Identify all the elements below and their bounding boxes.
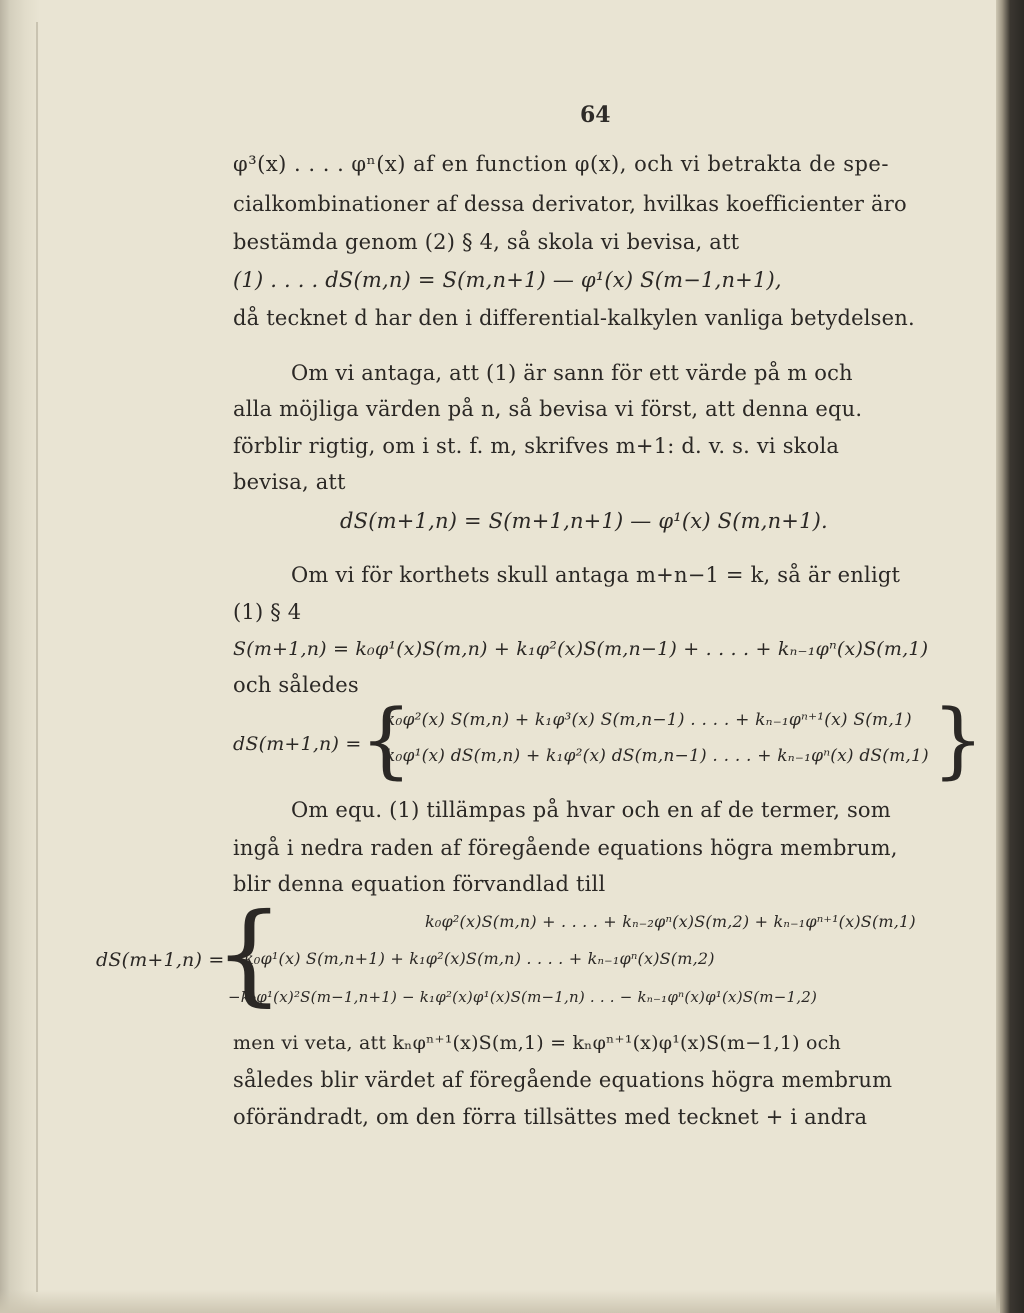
text-line: alla möjliga värden på n, så bevisa vi först, att denna equ. [233,397,863,421]
page-gutter-shadow [0,0,40,1313]
equation-line: −k₀φ¹(x)²S(m−1,n+1) − k₁φ²(x)φ¹(x)S(m−1,n) . . . − kₙ₋₁φⁿ(x)φ¹(x)S(m−1,2) [228,988,817,1006]
equation-line: k₀φ²(x)S(m,n) + . . . . + kₙ₋₂φⁿ(x)S(m,2) + kₙ₋₁φⁿ⁺¹(x)S(m,1) [425,912,916,931]
text-line: Om vi för korthets skull antaga m+n−1 = k, så är enligt [291,563,901,587]
text-line: bevisa, att [233,470,346,494]
equation-line: k₀φ¹(x) S(m,n+1) + k₁φ²(x)S(m,n) . . . . + kₙ₋₁φⁿ(x)S(m,2) [244,949,715,968]
text-line: blir denna equation förvandlad till [233,872,606,896]
text-line: cialkombinationer af dessa derivator, hvilkas koefficienter äro [233,192,907,216]
text-line: Om vi antaga, att (1) är sann för ett värde på m och [291,361,853,385]
text-line: och således [233,673,359,697]
equation-line: dS(m+1,n) = S(m+1,n+1) — φ¹(x) S(m,n+1). [340,509,828,533]
text-line: ingå i nedra raden af föregående equations högra membrum, [233,836,898,860]
page-fold-line [36,22,38,1292]
equation-line: (1) . . . . dS(m,n) = S(m,n+1) — φ¹(x) S(m−1,n+1), [233,268,782,292]
text-line: (1) § 4 [233,600,302,624]
text-line: förblir rigtig, om i st. f. m, skrifves m+1: d. v. s. vi skola [233,434,840,458]
right-brace-icon: } [932,693,985,788]
text-line: men vi veta, att kₙφⁿ⁺¹(x)S(m,1) = kₙφⁿ⁺¹(x)φ¹(x)S(m−1,1) och [233,1032,841,1054]
text-line: således blir värdet af föregående equations högra membrum [233,1068,893,1092]
equation-line: S(m+1,n) = k₀φ¹(x)S(m,n) + k₁φ²(x)S(m,n−1) + . . . . + kₙ₋₁φⁿ(x)S(m,1) [233,638,929,660]
equation-line: k₀φ¹(x) dS(m,n) + k₁φ²(x) dS(m,n−1) . . . . + kₙ₋₁φⁿ(x) dS(m,1) [385,746,929,766]
equation-label: dS(m+1,n) = [233,733,362,755]
page-bottom-shade [0,1290,1000,1313]
equation-line: k₀φ²(x) S(m,n) + k₁φ³(x) S(m,n−1) . . . . + kₙ₋₁φⁿ⁺¹(x) S(m,1) [385,710,912,730]
text-line: bestämda genom (2) § 4, så skola vi bevisa, att [233,230,740,254]
page-number: 64 [580,102,611,128]
text-line: oförändradt, om den förra tillsättes med tecknet + i andra [233,1105,868,1129]
left-brace-icon: { [214,889,284,1017]
text-line: φ³(x) . . . . φⁿ(x) af en function φ(x), och vi betrakta de spe- [233,152,889,176]
text-line: Om equ. (1) tillämpas på hvar och en af de termer, som [291,798,891,822]
page-right-edge [996,0,1024,1313]
text-line: då tecknet d har den i differential-kalkylen vanliga betydelsen. [233,306,915,330]
equation-label: dS(m+1,n) = [96,949,225,971]
left-brace-icon: { [360,693,413,788]
